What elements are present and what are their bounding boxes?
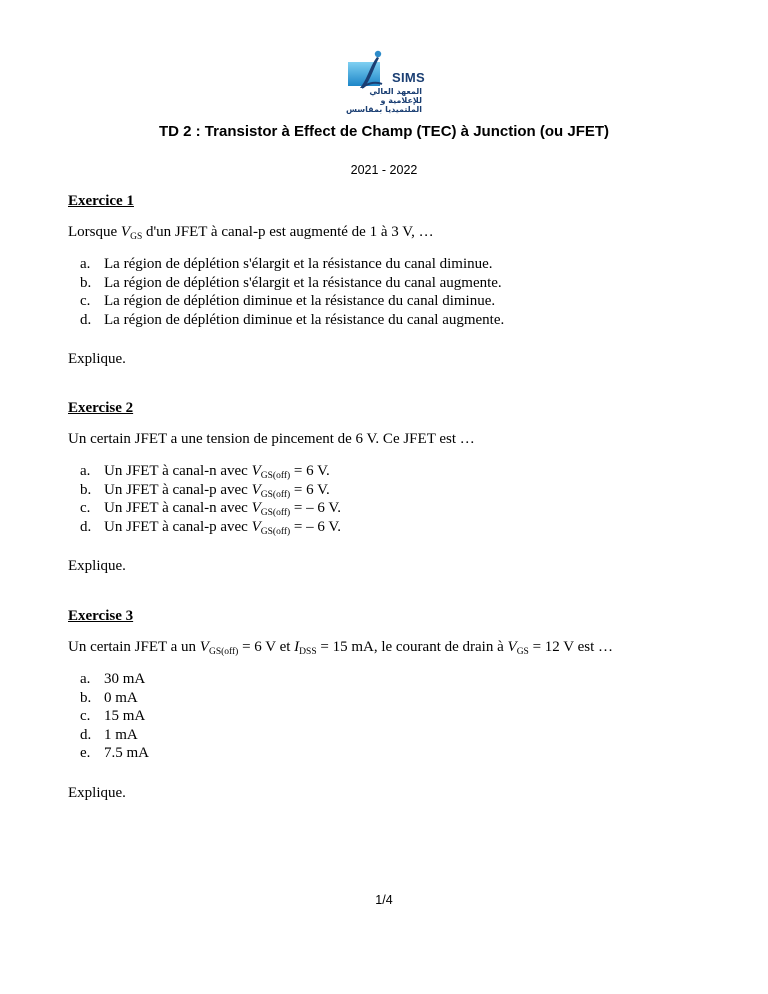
option-text: 30 mA	[104, 671, 146, 687]
option-item	[80, 707, 708, 726]
option-item	[80, 274, 708, 293]
option-text: 15 mA	[104, 708, 146, 724]
option-letter: d.	[80, 726, 92, 743]
option-text: Un JFET à canal-p avec $V_{GS(off)} = 6$ V.	[104, 481, 330, 500]
option-item	[80, 292, 708, 311]
option-item	[80, 670, 708, 689]
option-item	[80, 311, 708, 330]
option-letter: c.	[80, 708, 91, 724]
option-item	[80, 689, 708, 708]
exercise-3-heading: Exercise 3	[68, 608, 134, 624]
exercise-2-explain: Explique.	[68, 558, 126, 574]
academic-year: 2021 - 2022	[350, 163, 418, 177]
option-text: La région de déplétion s'élargit et la résistance du canal diminue.	[104, 256, 493, 272]
option-text: Un JFET à canal-n avec $V_{GS(off)}$ = – 6 V.	[104, 500, 341, 518]
option-text: La région de déplétion diminue et la résistance du canal diminue.	[104, 293, 496, 309]
option-letter: c.	[80, 500, 91, 516]
option-item	[80, 255, 708, 274]
option-text: 7.5 mA	[104, 745, 149, 761]
option-text: Un JFET à canal-n avec $V_{GS(off)} = 6$ V.	[104, 463, 330, 481]
option-letter: c.	[80, 293, 91, 309]
option-text: Un JFET à canal-p avec $V_{GS(off)}$ = – 6 V.	[104, 518, 341, 537]
option-text: 0 mA	[104, 689, 138, 706]
option-text: 1 mA	[104, 726, 138, 743]
option-letter: b.	[80, 689, 92, 706]
option-item	[80, 499, 708, 518]
variable: V	[120, 224, 131, 240]
question-text: Lorsque	[68, 224, 121, 240]
option-letter: b.	[80, 481, 92, 498]
question-text: d'un JFET à canal-p est augmenté de 1 à 3 V, …	[142, 224, 434, 240]
page-title: TD 2 : Transistor à Effect de Champ (TEC) à Junction (ou JFET)	[158, 123, 610, 140]
exercise-2	[68, 399, 708, 575]
subscript: GS	[130, 232, 143, 242]
option-letter: a.	[80, 256, 91, 272]
option-letter: d.	[80, 311, 92, 328]
option-letter: a.	[80, 463, 91, 479]
exercise-3-explain: Explique.	[68, 784, 126, 801]
option-item	[80, 481, 708, 500]
exercise-1	[68, 192, 708, 368]
exercise-2-options	[68, 462, 708, 536]
option-letter: d.	[80, 518, 92, 535]
exercise-3-options	[68, 670, 708, 763]
page-number: 1/4	[375, 893, 393, 907]
option-text: La région de déplétion diminue et la résistance du canal augmente.	[104, 311, 505, 328]
option-item	[80, 726, 708, 745]
exercise-1-options	[68, 255, 708, 329]
exercise-3	[68, 607, 708, 802]
logo-arabic-text: المعهد العالي للإعلامية و الملتميديا بمقاسس	[346, 87, 422, 114]
option-letter: a.	[80, 671, 91, 687]
exercise-1-question	[68, 223, 708, 241]
exercise-3-question: Un certain JFET a un $V_{GS(off)} = 6$ V et $I_{DSS} = 15$ mA, le courant de drain à $V_{GS} = 12$ V est …	[68, 639, 614, 657]
exercise-2-heading: Exercise 2	[68, 400, 134, 416]
option-item	[80, 744, 708, 763]
option-text: La région de déplétion s'élargit et la résistance du canal augmente.	[104, 274, 502, 291]
exercise-1-explain: Explique.	[68, 351, 126, 367]
exercise-1-heading: Exercice 1	[68, 193, 134, 209]
option-letter: b.	[80, 274, 92, 291]
logo-wordmark: SIMS	[392, 70, 425, 85]
option-item	[80, 462, 708, 481]
option-item	[80, 518, 708, 537]
option-letter: e.	[80, 745, 91, 761]
exercise-2-question: Un certain JFET a une tension de pincement de 6 V. Ce JFET est …	[68, 431, 475, 447]
